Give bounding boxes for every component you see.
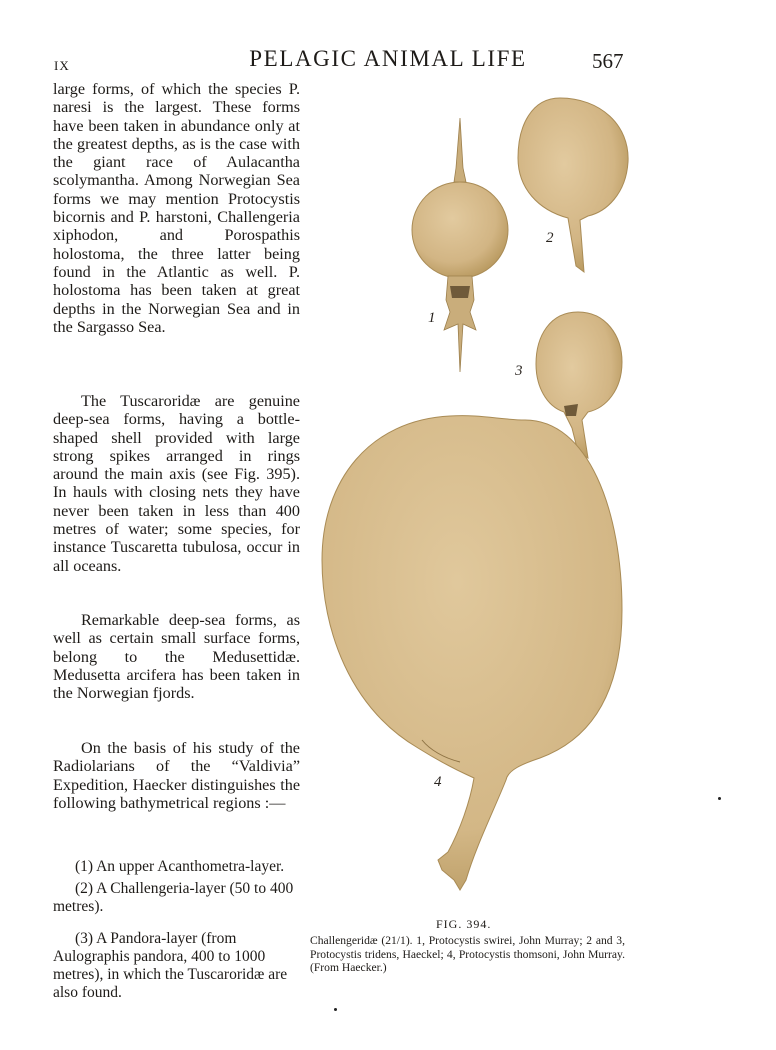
paragraph-medusettidae: Remarkable deep-sea forms, as well as certain small surface forms, belong to the Medusettidæ. Medusetta arcifera has been taken in the Norwegian fjords.: [53, 611, 300, 703]
speck-mark: [334, 1008, 337, 1011]
specimen-4-shell: [322, 416, 622, 890]
list-item: (1) An upper Acanthometra-layer.: [75, 858, 285, 875]
list-item: (2) A Challengeria-layer (50 to 400 metres).: [53, 880, 294, 915]
running-title: PELAGIC ANIMAL LIFE: [249, 46, 527, 71]
figure-number-3: 3: [515, 363, 523, 379]
figure-number-4: 4: [434, 774, 442, 790]
radiolarian-figure: [310, 90, 640, 910]
specimen-2-shell: [518, 98, 628, 272]
paragraph-haecker: On the basis of his study of the Radiolarians of the “Valdivia” Expedition, Haecker distinguishes the following bathymetrical regions :—: [53, 739, 300, 812]
figure-caption: Challengeridæ (21/1). 1, Protocystis swirei, John Murray; 2 and 3, Protocystis tridens, Haeckel; 4, Protocystis thomsoni, John Murray. (From Haecker.): [310, 934, 625, 975]
figure-number-2: 2: [546, 230, 554, 246]
speck-mark: [718, 797, 721, 800]
paragraph-tuscaroridae: The Tuscaroridæ are genuine deep-sea forms, having a bottle-shaped shell provided with large strong spikes arranged in rings around the main axis (see Fig. 395). In hauls with closing nets they have never been taken in less than 400 metres of water; some species, for instance Tuscaretta tubulosa, occur in all oceans.: [53, 392, 300, 575]
page-number: 567: [592, 49, 624, 73]
bathymetric-list: [53, 858, 301, 920]
list-item: (3) A Pandora-layer (from Aulographis pandora, 400 to 1000 metres), in which the Tuscaroridæ are also found.: [53, 930, 288, 1001]
specimen-1-shell: [412, 118, 508, 372]
chapter-number: IX: [54, 58, 70, 73]
figure-label: FIG. 394.: [436, 917, 492, 931]
paragraph-1: large forms, of which the species P. naresi is the largest. These forms have been taken in abundance only at the greatest depths, as is the case with the giant race of Aulacantha scolymantha. Among Norwegian Sea forms we may mention Protocystis bicornis and P. harstoni, Challengeria xiphodon, and Porospathis holostoma, the three latter being found in the Atlantic as well. P. holostoma has been taken at great depths in the Norwegian Sea and in the Sargasso Sea.: [53, 80, 300, 336]
figure-number-1: 1: [428, 310, 436, 326]
